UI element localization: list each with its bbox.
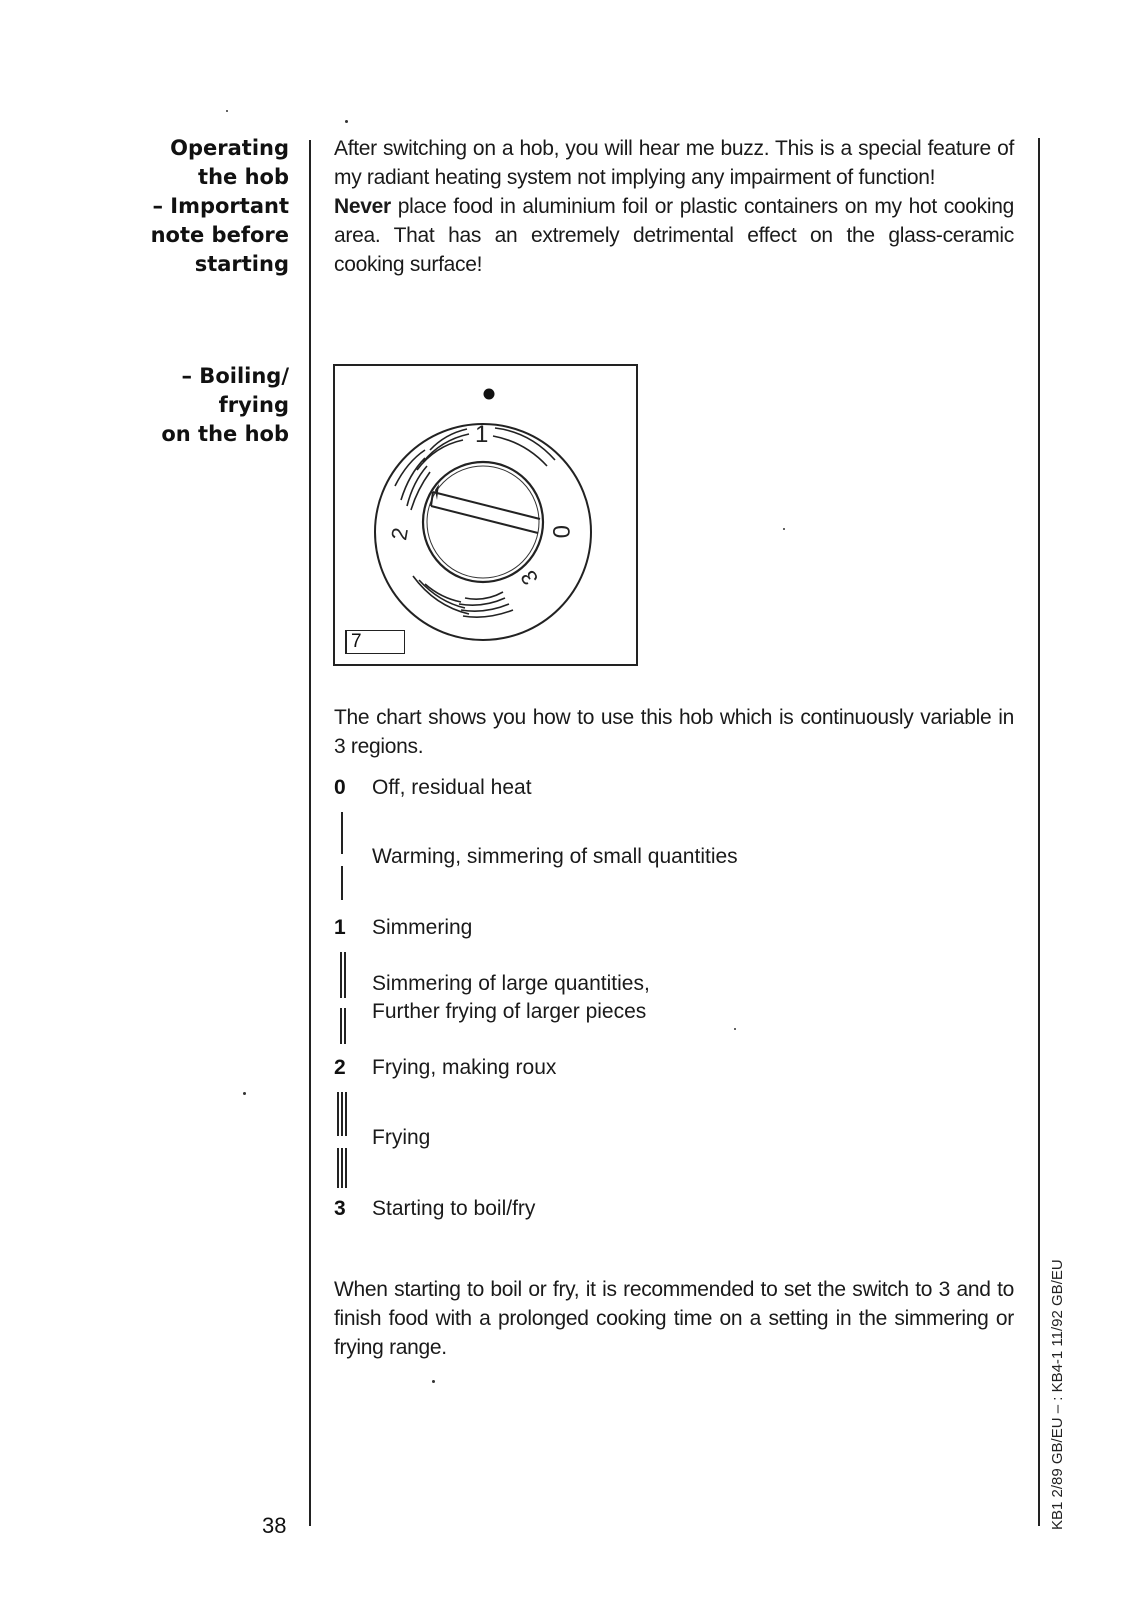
heading-line: – Boiling/ [181,364,289,388]
knob [423,462,543,582]
warning-text: place food in aluminium foil or plastic containers on my hot cooking area. That has an extremely detrimental effect on the glass-ceramic cooking surface! [334,195,1014,276]
dial-label-1: 1 [475,421,489,448]
range-bar-double [340,1008,342,1044]
intro-text [334,134,1014,279]
right-column-rule [1038,138,1040,1526]
heading-line: starting [194,252,289,276]
heading-line: Operating [170,136,289,160]
range-bar-triple [345,1092,347,1136]
range-bar-triple [341,1148,343,1188]
chart-intro-text: The chart shows you how to use this hob which is continuously variable in 3 regions. [334,706,1014,758]
indicator-dot [484,389,495,400]
range-bar-single [341,812,343,854]
control-knob-drawing [335,366,636,664]
never-word: Never [334,195,391,218]
page-number: 38 [262,1513,287,1538]
setting-desc: Starting to boil/fry [372,1197,536,1220]
heading-line: the hob [198,165,289,189]
setting-desc: Frying, making roux [372,1056,557,1079]
setting-key: 0 [334,776,346,799]
range-bar-double [340,952,342,998]
range-bar-triple [341,1092,343,1136]
heading-line: note before [150,223,289,247]
range-bar-single [341,866,343,900]
dial-label-3: 3 [515,566,544,590]
scale-marks [395,428,555,617]
range-bar-triple [345,1148,347,1188]
control-knob-figure [333,364,638,666]
range-bar-triple [337,1092,339,1136]
range-bar-triple [337,1148,339,1188]
setting-desc: Frying [372,1126,431,1149]
heading-line: on the hob [161,422,289,446]
scan-speck [432,1380,435,1383]
setting-key: 3 [334,1197,346,1220]
setting-desc: Warming, simmering of small quantities [372,845,738,868]
range-bar-double [344,952,346,998]
figure-number: 7 [345,630,405,654]
setting-key: 1 [334,916,346,939]
scan-speck [226,110,228,112]
warning-paragraph [334,192,1014,279]
closing-text: When starting to boil or fry, it is recommended to set the switch to 3 and to finish food with a prolonged cooking time on a setting in the simmering or frying range. [334,1278,1014,1359]
buzz-paragraph: After switching on a hob, you will hear me buzz. This is a special feature of my radiant heating system not implying any impairment of function! [334,137,1014,189]
setting-key: 2 [334,1056,346,1079]
heading-line: frying [218,393,289,417]
scan-speck [783,528,785,530]
document-code: KB1 2/89 GB/EU – : KB4-1 11/92 GB/EU [1049,1259,1066,1530]
left-column-rule [309,140,311,1526]
scan-speck [345,120,348,123]
section-heading-operating [151,134,289,279]
section-heading-boiling [161,362,289,449]
setting-desc: Off, residual heat [372,776,532,799]
heading-line: – Important [152,194,289,218]
scan-speck [734,1028,736,1030]
knob-inner [427,466,539,578]
setting-desc: Simmering of large quantities, [372,972,650,995]
range-bar-double [344,1008,346,1044]
scan-speck [243,1092,246,1095]
setting-desc: Further frying of larger pieces [372,1000,647,1023]
knob-handle [431,484,540,533]
dial-label-0: 0 [547,525,574,539]
setting-desc: Simmering [372,916,473,939]
dial-label-2: 2 [386,525,413,543]
